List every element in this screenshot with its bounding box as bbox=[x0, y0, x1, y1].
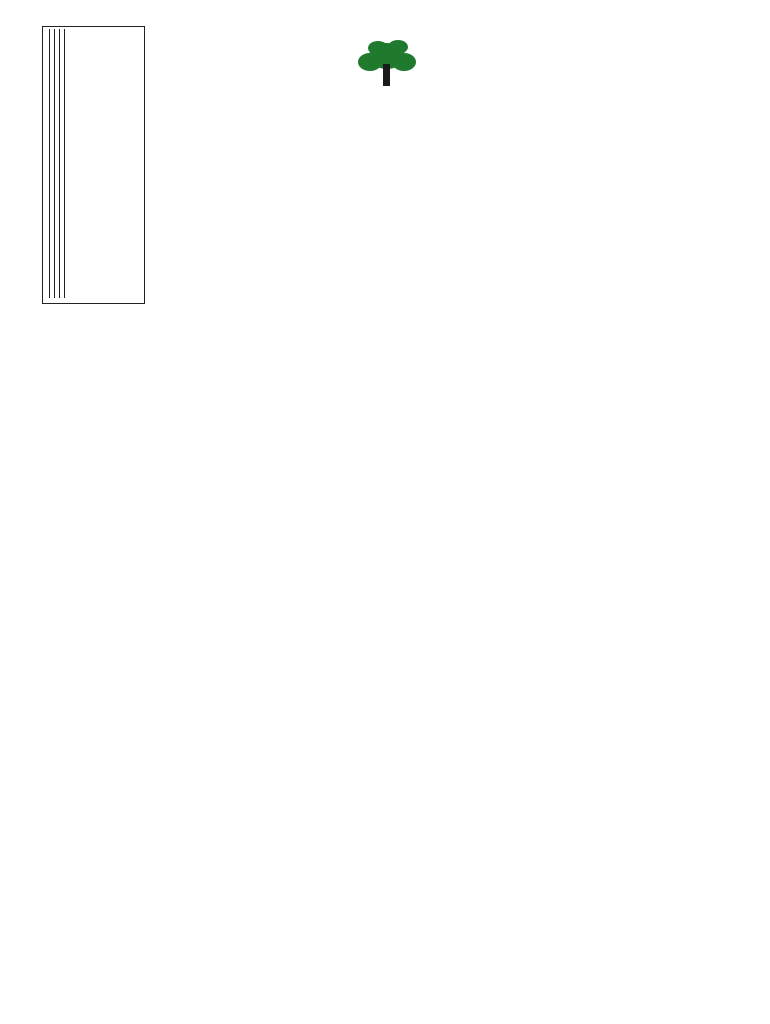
application-no-row bbox=[54, 29, 59, 301]
fee-paid-row bbox=[59, 29, 64, 301]
date-received-row bbox=[49, 29, 54, 301]
bruce-township-logo bbox=[312, 38, 462, 138]
receipted-by-row bbox=[64, 29, 69, 301]
office-use-box bbox=[42, 26, 145, 304]
